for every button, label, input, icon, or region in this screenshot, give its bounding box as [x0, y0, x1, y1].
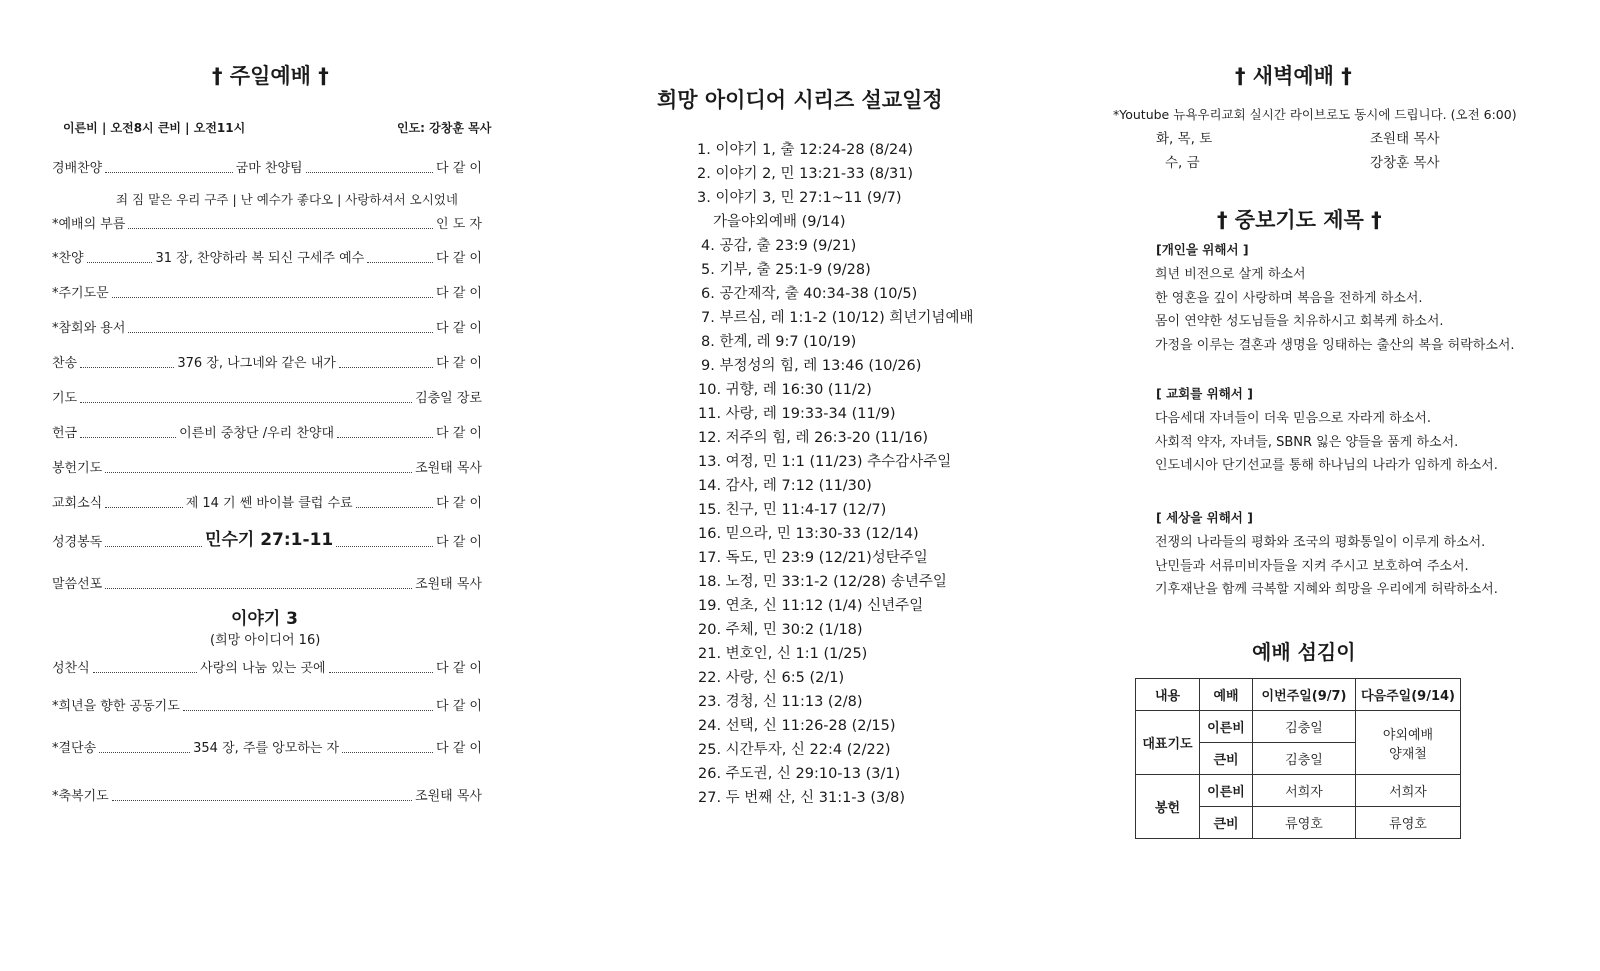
sermon-schedule-item: 25. 시간투자, 신 22:4 (2/22) — [698, 742, 891, 758]
prayer-line: 전쟁의 나라들의 평화와 조국의 평화통일이 이루게 하소서. — [1155, 535, 1486, 550]
dot-leader — [306, 172, 433, 173]
order-label: 기도 — [52, 391, 78, 406]
order-person: 다 같 이 — [436, 356, 483, 371]
order-label: 경배찬양 — [52, 161, 103, 176]
prayer-line: 난민들과 서류미비자들을 지켜 주시고 보호하여 주소서. — [1155, 558, 1469, 574]
service-order-row — [52, 322, 482, 335]
order-person: 다 같 이 — [436, 426, 482, 441]
dot-leader — [329, 672, 433, 673]
prayer-line: 사회적 약자, 자녀들, SBNR 잃은 양들을 품게 하소서. — [1155, 434, 1459, 450]
sermon-schedule-item: 4. 공감, 출 23:9 (9/21) — [701, 238, 857, 254]
dot-leader — [128, 332, 433, 333]
service-order-row — [52, 462, 482, 475]
table-cell-service: 이른비 — [1200, 711, 1253, 743]
order-person: 다 같 이 — [436, 699, 482, 714]
prayer-line: 다음세대 자녀들이 더욱 믿음으로 자라게 하소서. — [1155, 411, 1431, 426]
order-label: 봉헌기도 — [52, 461, 103, 476]
service-leader: 인도: 강창훈 목사 — [397, 121, 492, 135]
order-person: 다 같 이 — [436, 286, 482, 301]
order-label: 성경봉독 — [52, 535, 103, 550]
prayer-line: 기후재난을 함께 극복할 지혜와 희망을 우리에게 허락하소서. — [1155, 582, 1498, 597]
order-label: *희년을 향한 공동기도 — [52, 699, 180, 714]
order-person: 다 같 이 — [436, 321, 482, 336]
table-cell-offering: 봉헌 — [1136, 775, 1200, 839]
order-detail: 31 장, 찬양하라 복 되신 구세주 예수 — [155, 251, 365, 266]
sermon-schedule-item: 17. 독도, 민 23:9 (12/21)성탄주일 — [698, 550, 928, 566]
order-person: 다 같 이 — [436, 496, 483, 511]
order-person: 다 같 이 — [436, 535, 482, 550]
dot-leader — [183, 710, 433, 711]
sermon-schedule-item: 14. 감사, 레 7:12 (11/30) — [698, 478, 872, 494]
service-order-row — [52, 218, 482, 231]
service-order-row — [52, 357, 482, 370]
table-cell-service: 큰비 — [1200, 807, 1253, 839]
prayer-group-heading: [ 교회를 위해서 ] — [1156, 386, 1253, 401]
dot-leader — [356, 507, 433, 508]
prayer-line: 가정을 이루는 결혼과 생명을 잉태하는 출산의 복을 허락하소서. — [1155, 337, 1515, 353]
order-label: 교회소식 — [52, 496, 103, 511]
sermon-series-title: 희망 아이디어 시리즈 설교일정 — [657, 88, 943, 112]
service-order-row — [52, 662, 482, 675]
table-cell: 서희자 — [1253, 775, 1356, 807]
service-order-row — [52, 497, 482, 510]
order-detail: 354 장, 주를 앙모하는 자 — [193, 741, 340, 756]
prayer-group-heading: [개인을 위해서 ] — [1156, 242, 1249, 257]
order-label: 성찬식 — [52, 661, 90, 676]
dot-leader — [87, 262, 153, 263]
sermon-schedule-item: 21. 변호인, 신 1:1 (1/25) — [698, 646, 868, 662]
table-cell-service: 이른비 — [1200, 775, 1253, 807]
service-order-row — [52, 532, 482, 549]
dawn-days-1: 화, 목, 토 — [1156, 131, 1213, 147]
dawn-leader-1: 조원태 목사 — [1370, 131, 1440, 147]
order-person: 다 같 이 — [436, 741, 482, 756]
table-cell-service: 큰비 — [1200, 743, 1253, 775]
dot-leader — [336, 546, 433, 547]
intercession-title: † 중보기도 제목 † — [1217, 208, 1382, 232]
prayer-group-heading: [ 세상을 위해서 ] — [1156, 510, 1253, 525]
dawn-service-title: † 새벽예배 † — [1235, 64, 1352, 88]
order-label: *주기도문 — [52, 286, 109, 301]
table-cell: 김충일 — [1253, 711, 1356, 743]
sermon-subtitle: (희망 아이디어 16) — [210, 633, 321, 648]
dot-leader — [105, 472, 412, 473]
order-detail: 사랑의 나눔 있는 곳에 — [200, 661, 326, 676]
sermon-schedule-item: 8. 한계, 레 9:7 (10/19) — [701, 334, 857, 350]
dot-leader — [112, 800, 412, 801]
order-person: 인 도 자 — [436, 217, 482, 232]
servers-table — [1135, 678, 1461, 839]
dawn-leader-2: 강창훈 목사 — [1370, 155, 1440, 171]
dawn-service-note: *Youtube 뉴욕우리교회 실시간 라이브로도 동시에 드립니다. (오전 6:00) — [1113, 107, 1517, 122]
table-cell: 류영호 — [1253, 807, 1356, 839]
sermon-title: 이야기 3 — [231, 609, 299, 629]
dot-leader — [93, 672, 197, 673]
dot-leader — [128, 228, 433, 229]
order-person: 다 같 이 — [436, 251, 482, 266]
order-label: *결단송 — [52, 741, 97, 756]
service-order-row — [52, 578, 482, 591]
dot-leader — [339, 367, 433, 368]
order-label: *참회와 용서 — [52, 321, 126, 336]
order-person: 다 같 이 — [436, 161, 482, 176]
prayer-line: 인도네시아 단기선교를 통해 하나님의 나라가 임하게 하소서. — [1155, 458, 1498, 473]
order-detail: 민수기 27:1-11 — [205, 530, 334, 550]
table-cell: 서희자 — [1356, 775, 1461, 807]
sermon-schedule-item: 1. 이야기 1, 출 12:24-28 (8/24) — [697, 142, 914, 158]
service-order-row — [52, 427, 482, 440]
table-cell-rep-prayer: 대표기도 — [1136, 711, 1200, 775]
service-order-row — [52, 252, 482, 265]
service-times: 이른비 | 오전8시 큰비 | 오전11시 — [63, 121, 246, 135]
table-header: 이번주일(9/7) — [1253, 679, 1356, 711]
service-order-row — [52, 742, 482, 755]
sermon-schedule-item: 가을야외예배 (9/14) — [713, 214, 846, 230]
sermon-schedule-item: 12. 저주의 힘, 레 26:3-20 (11/16) — [698, 430, 929, 446]
dawn-days-2: 수, 금 — [1165, 155, 1200, 171]
sermon-schedule-item: 24. 선택, 신 11:26-28 (2/15) — [698, 718, 896, 734]
table-cell-next: 야외예배 양재철 — [1356, 711, 1461, 775]
dot-leader — [105, 546, 202, 547]
order-person: 조원태 목사 — [415, 789, 482, 804]
sermon-schedule-item: 18. 노정, 민 33:1-2 (12/28) 송년주일 — [698, 574, 947, 590]
service-order-row — [52, 700, 482, 713]
sermon-schedule-item: 19. 연초, 신 11:12 (1/4) 신년주일 — [698, 598, 924, 614]
sermon-schedule-item: 5. 기부, 출 25:1-9 (9/28) — [701, 262, 871, 278]
order-detail: 굼마 찬양팀 — [235, 161, 303, 176]
dot-leader — [367, 262, 433, 263]
table-header: 내용 — [1136, 679, 1200, 711]
sermon-schedule-item: 20. 주체, 민 30:2 (1/18) — [698, 622, 863, 638]
sermon-schedule-item: 6. 공간제작, 출 40:34-38 (10/5) — [701, 286, 918, 302]
order-label: *축복기도 — [52, 789, 109, 804]
order-detail: 이른비 중창단 /우리 찬양대 — [179, 426, 335, 441]
table-cell: 김충일 — [1253, 743, 1356, 775]
prayer-line: 한 영혼을 깊이 사랑하며 복음을 전하게 하소서. — [1155, 290, 1423, 306]
table-cell: 류영호 — [1356, 807, 1461, 839]
order-label: 말씀선포 — [52, 577, 103, 592]
praise-songs-line: 죄 짐 맡은 우리 구주 | 난 예수가 좋다오 | 사랑하셔서 오시었네 — [116, 192, 458, 207]
order-label: *찬양 — [52, 251, 84, 266]
order-person: 조원태 목사 — [415, 577, 482, 592]
sermon-schedule-item: 11. 사랑, 레 19:33-34 (11/9) — [698, 406, 896, 422]
sermon-schedule-item: 2. 이야기 2, 민 13:21-33 (8/31) — [697, 166, 914, 182]
prayer-line: 희년 비전으로 살게 하소서 — [1155, 267, 1306, 282]
dot-leader — [80, 437, 176, 438]
sermon-schedule-item: 3. 이야기 3, 민 27:1~11 (9/7) — [697, 190, 902, 206]
table-header: 예배 — [1200, 679, 1253, 711]
sermon-schedule-item: 16. 믿으라, 민 13:30-33 (12/14) — [698, 526, 919, 542]
service-order-row — [52, 287, 482, 300]
dot-leader — [99, 752, 190, 753]
order-person: 다 같 이 — [436, 661, 482, 676]
servers-title: 예배 섬김이 — [1252, 640, 1356, 664]
order-detail: 376 장, 나그네와 같은 내가 — [177, 356, 336, 371]
dot-leader — [105, 172, 232, 173]
dot-leader — [112, 297, 433, 298]
service-order-row — [52, 790, 482, 803]
sermon-schedule-item: 15. 친구, 민 11:4-17 (12/7) — [698, 502, 887, 518]
dot-leader — [342, 752, 433, 753]
order-detail: 제 14 기 쎈 바이블 클럽 수료 — [185, 496, 353, 511]
prayer-line: 몸이 연약한 성도님들을 치유하시고 회복케 하소서. — [1155, 314, 1444, 329]
dot-leader — [80, 367, 174, 368]
dot-leader — [80, 402, 412, 403]
sermon-schedule-item: 10. 귀향, 레 16:30 (11/2) — [698, 382, 872, 398]
order-person: 김충일 장로 — [415, 391, 482, 406]
dot-leader — [105, 507, 182, 508]
sermon-schedule-item: 9. 부정성의 힘, 레 13:46 (10/26) — [701, 358, 922, 374]
sermon-schedule-item: 26. 주도권, 신 29:10-13 (3/1) — [698, 766, 901, 782]
sermon-schedule-item: 23. 경청, 신 11:13 (2/8) — [698, 694, 863, 710]
order-label: *예배의 부름 — [52, 217, 126, 232]
sermon-schedule-item: 13. 여정, 민 1:1 (11/23) 추수감사주일 — [698, 454, 952, 470]
service-order-row — [52, 392, 482, 405]
order-label: 헌금 — [52, 426, 78, 441]
service-order-row — [52, 162, 482, 175]
sermon-schedule-item: 27. 두 번째 산, 신 31:1-3 (3/8) — [698, 790, 906, 806]
table-header: 다음주일(9/14) — [1356, 679, 1461, 711]
order-person: 조원태 목사 — [415, 461, 482, 476]
sermon-schedule-item: 22. 사랑, 신 6:5 (2/1) — [698, 670, 845, 686]
dot-leader — [337, 437, 433, 438]
sunday-service-title: † 주일예배 † — [212, 64, 329, 88]
order-label: 찬송 — [52, 356, 78, 371]
sermon-schedule-item: 7. 부르심, 레 1:1-2 (10/12) 희년기념예배 — [701, 310, 974, 326]
dot-leader — [105, 588, 412, 589]
